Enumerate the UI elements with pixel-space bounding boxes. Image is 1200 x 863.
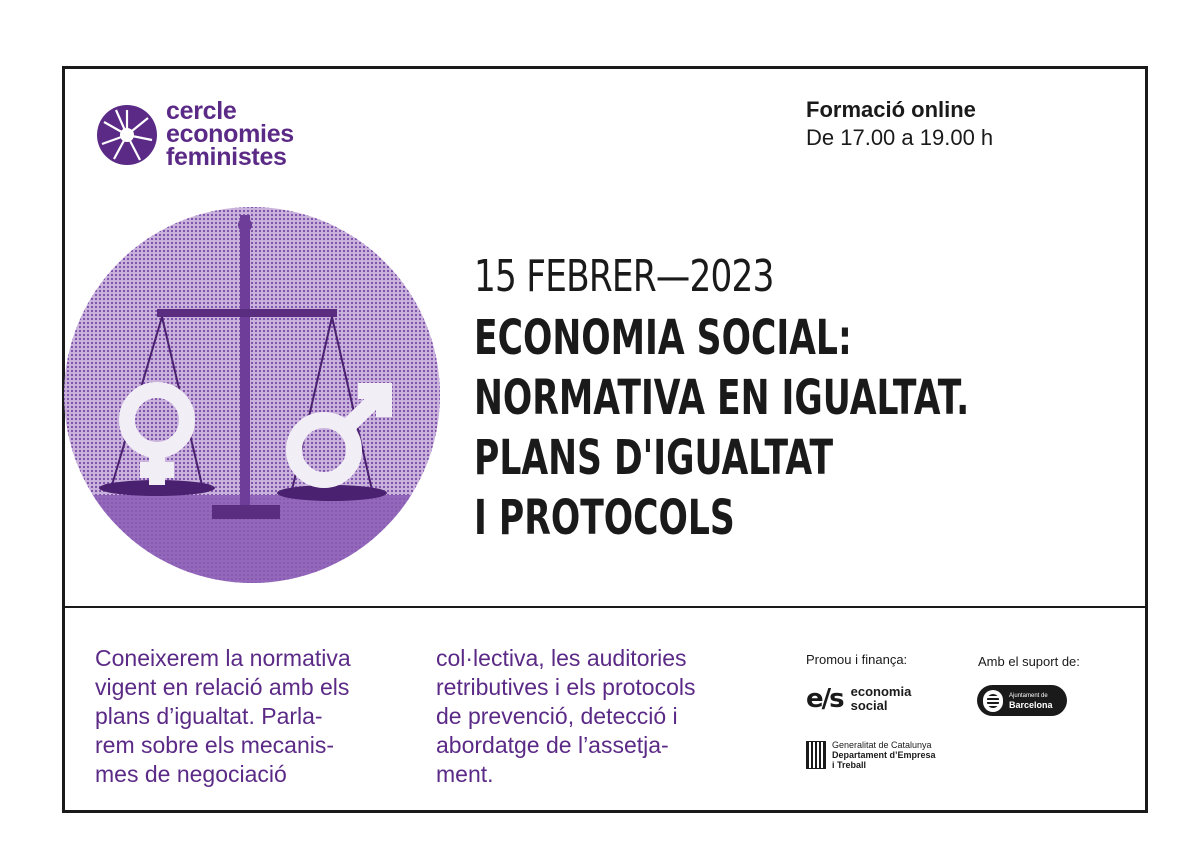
gen-line-1: Generalitat de Catalunya — [832, 740, 932, 750]
desc-line: de prevenció, detecció i — [436, 703, 678, 729]
es-line-2: social — [850, 698, 888, 713]
desc-line: col·lectiva, les auditories — [436, 645, 687, 671]
brand-line-3: feministes — [166, 143, 287, 171]
event-title-line-4: I PROTOCOLS — [474, 490, 735, 546]
event-headline — [474, 246, 1162, 548]
event-title-line-2: NORMATIVA EN IGUALTAT. — [474, 370, 970, 426]
format-type: Formació online — [806, 97, 976, 122]
desc-line: rem sobre els mecanis- — [95, 732, 335, 758]
burst-logo-icon — [96, 104, 158, 166]
promote-label: Promou i finança: — [806, 652, 908, 667]
description-column-2 — [436, 644, 776, 789]
es-mark-icon: e/s — [806, 684, 843, 714]
desc-line: plans d’igualtat. Parla- — [95, 703, 323, 729]
desc-line: vigent en relació amb els — [95, 674, 350, 700]
bcn-line-2: Barcelona — [1009, 699, 1053, 710]
generalitat-emblem-icon — [806, 741, 826, 769]
event-title-line-3: PLANS D'IGUALTAT — [474, 430, 834, 486]
generalitat-logo — [806, 740, 936, 770]
desc-line: ment. — [436, 761, 494, 787]
brand-line-2: economies — [166, 120, 294, 148]
brand-logo — [96, 97, 294, 171]
event-date: 15 FEBRER—2023 — [474, 251, 774, 302]
description-column-1 — [95, 644, 425, 789]
barcelona-logo — [977, 685, 1067, 716]
economia-social-logo — [806, 684, 911, 714]
support-label: Amb el suport de: — [978, 654, 1080, 669]
brand-line-1: cercle — [166, 97, 237, 125]
desc-line: mes de negociació — [95, 761, 287, 787]
desc-line: Coneixerem la normativa — [95, 645, 351, 671]
scales-illustration — [62, 205, 442, 585]
format-time: De 17.00 a 19.00 h — [806, 125, 994, 150]
es-line-1: economia — [850, 684, 912, 699]
event-format — [806, 96, 993, 152]
section-divider — [62, 606, 1148, 608]
event-title-line-1: ECONOMIA SOCIAL: — [474, 310, 852, 366]
barcelona-shield-icon — [983, 690, 1003, 712]
desc-line: retributives i els protocols — [436, 674, 696, 700]
gen-line-3: i Treball — [832, 760, 867, 770]
bcn-line-1: Ajuntament de — [1009, 692, 1048, 699]
gen-line-2: Departament d’Empresa — [832, 750, 936, 760]
desc-line: abordatge de l’assetja- — [436, 732, 669, 758]
